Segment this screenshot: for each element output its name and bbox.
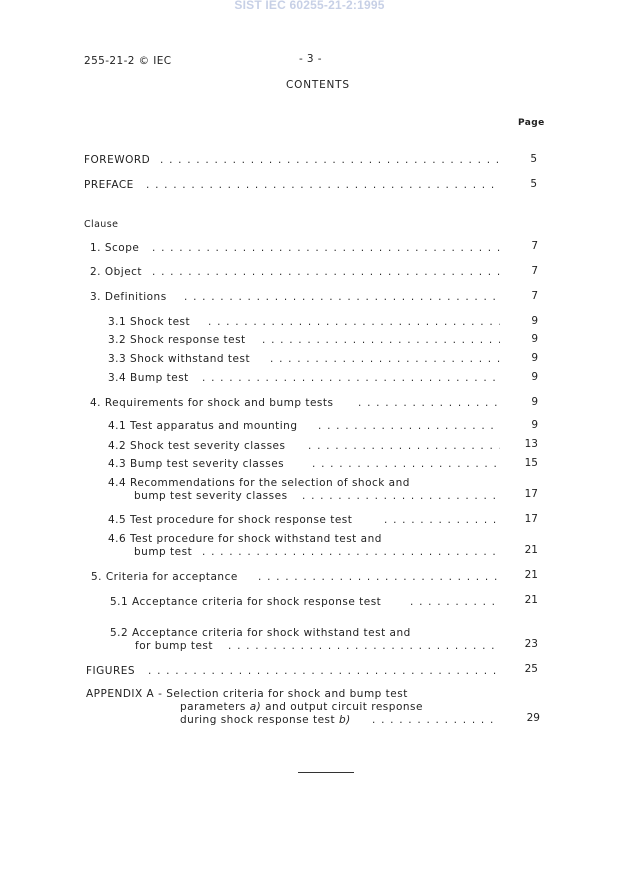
toc-leader: [308, 440, 500, 452]
toc-leader: [148, 665, 500, 677]
toc-page-criteria: 21: [524, 569, 538, 581]
toc-page-4-4: 17: [524, 488, 538, 500]
toc-entry-4-1: 4.1 Test apparatus and mounting: [108, 420, 298, 432]
toc-leader: [202, 546, 500, 558]
toc-leader: [410, 596, 500, 608]
toc-leader: [302, 490, 500, 502]
toc-leader: [312, 458, 500, 470]
toc-page-5-2: 23: [524, 638, 538, 650]
toc-entry-4-4-continued: bump test severity classes: [134, 490, 288, 502]
toc-page-5-1: 21: [524, 594, 538, 606]
toc-leader: [258, 571, 500, 583]
toc-entry-4-3: 4.3 Bump test severity classes: [108, 458, 285, 470]
toc-page-requirements: 9: [531, 396, 538, 408]
toc-page-3-3: 9: [531, 352, 538, 364]
toc-page-object: 7: [531, 265, 538, 277]
toc-entry-5-2: 5.2 Acceptance criteria for shock withstand test and: [110, 627, 411, 639]
toc-leader: [270, 353, 500, 365]
toc-entry-appendix-a-line2: parameters a) and output circuit response: [180, 701, 423, 713]
toc-entry-4-5: 4.5 Test procedure for shock response test: [108, 514, 353, 526]
page-title: CONTENTS: [286, 79, 350, 91]
toc-entry-figures: FIGURES: [86, 665, 136, 677]
toc-entry-scope: 1. Scope: [90, 242, 140, 254]
toc-page-3-2: 9: [531, 333, 538, 345]
toc-page-3-1: 9: [531, 315, 538, 327]
toc-page-preface: 5: [530, 178, 537, 190]
toc-page-scope: 7: [531, 240, 538, 252]
toc-leader: [160, 154, 500, 166]
toc-entry-3-4: 3.4 Bump test: [108, 372, 189, 384]
toc-entry-foreword: FOREWORD: [84, 154, 151, 166]
toc-page-foreword: 5: [530, 153, 537, 165]
end-rule: [298, 772, 354, 773]
watermark: SIST IEC 60255-21-2:1995: [234, 0, 385, 12]
toc-leader: [228, 640, 500, 652]
toc-leader: [152, 242, 500, 254]
toc-leader: [358, 397, 500, 409]
toc-page-3-4: 9: [531, 371, 538, 383]
toc-entry-requirements: 4. Requirements for shock and bump tests: [90, 397, 334, 409]
page-column-heading: Page: [518, 118, 545, 128]
toc-leader: [208, 316, 500, 328]
toc-entry-definitions: 3. Definitions: [90, 291, 167, 303]
toc-entry-5-2-continued: for bump test: [135, 640, 213, 652]
toc-entry-4-6-continued: bump test: [134, 546, 193, 558]
toc-page-4-6: 21: [524, 544, 538, 556]
toc-entry-3-1: 3.1 Shock test: [108, 316, 191, 328]
toc-entry-4-4: 4.4 Recommendations for the selection of shock and: [108, 477, 410, 489]
toc-leader: [262, 334, 500, 346]
toc-page-figures: 25: [524, 663, 538, 675]
document-reference: 255-21-2 © IEC: [84, 55, 172, 67]
toc-page-appendix-a: 29: [526, 712, 540, 724]
toc-entry-4-6: 4.6 Test procedure for shock withstand test and: [108, 533, 382, 545]
toc-page-4-2: 13: [524, 438, 538, 450]
toc-leader: [146, 179, 500, 191]
clause-heading: Clause: [84, 219, 119, 230]
toc-leader: [372, 714, 500, 726]
toc-entry-appendix-a-line3: during shock response test b): [180, 714, 351, 726]
toc-leader: [152, 266, 500, 278]
toc-page-4-3: 15: [524, 457, 538, 469]
toc-entry-appendix-a: APPENDIX A - Selection criteria for shock and bump test: [86, 688, 408, 700]
toc-page-definitions: 7: [531, 290, 538, 302]
toc-leader: [384, 514, 500, 526]
page-number: - 3 -: [299, 53, 322, 65]
toc-leader: [202, 372, 500, 384]
toc-leader: [318, 420, 500, 432]
toc-page-4-1: 9: [531, 419, 538, 431]
toc-entry-5-1: 5.1 Acceptance criteria for shock response test: [110, 596, 382, 608]
toc-leader: [184, 291, 500, 303]
toc-entry-criteria: 5. Criteria for acceptance: [91, 571, 238, 583]
toc-entry-3-2: 3.2 Shock response test: [108, 334, 246, 346]
toc-entry-3-3: 3.3 Shock withstand test: [108, 353, 251, 365]
toc-page-4-5: 17: [524, 513, 538, 525]
toc-entry-4-2: 4.2 Shock test severity classes: [108, 440, 286, 452]
toc-entry-preface: PREFACE: [84, 179, 134, 191]
toc-entry-object: 2. Object: [90, 266, 143, 278]
